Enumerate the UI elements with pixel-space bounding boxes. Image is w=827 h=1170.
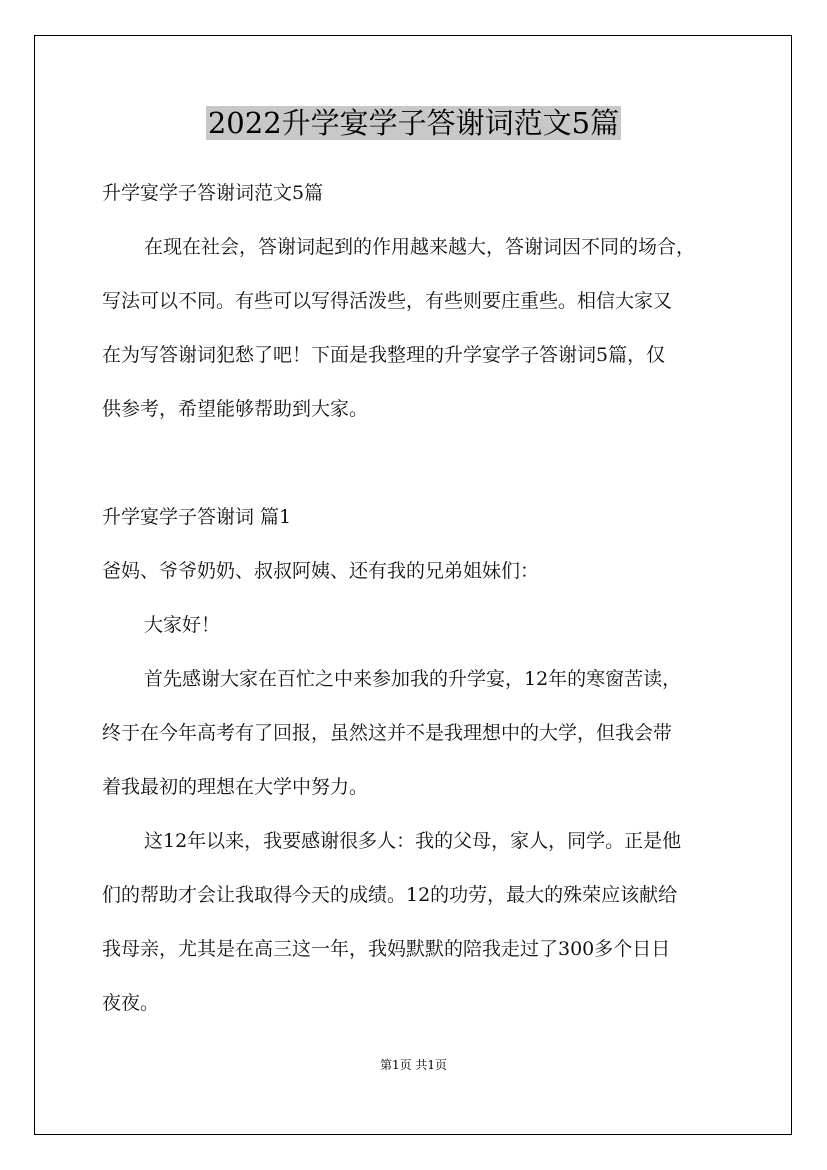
section-heading: 升学宴学子答谢词 篇1 bbox=[102, 506, 292, 528]
page-footer: 第1页 共1页 bbox=[379, 1058, 448, 1072]
intro-paragraph: 在现在社会，答谢词起到的作用越来越大，答谢词因不同的场合， 写法可以不同。有些可以写得活泼些，有些则要庄重些。相信大家又 在为写答谢词犯愁了吧！下面是我整理的升学宴学子答谢词5篇，仅 供参考，希望能够帮助到大家。 bbox=[102, 236, 696, 420]
paragraph-1: 首先感谢大家在百忙之中来参加我的升学宴，12年的寒窗苦读， 终于在今年高考有了回报，虽然这并不是我理想中的大学，但我会带 着我最初的理想在大学中努力。 bbox=[102, 668, 682, 798]
paragraph-2: 这12年以来，我要感谢很多人：我的父母，家人，同学。正是他 们的帮助才会让我取得今天的成绩。12的功劳，最大的殊荣应该献给 我母亲，尤其是在高三这一年，我妈默默的陪我走过了300多个日日 夜夜。 bbox=[102, 830, 682, 1014]
subtitle: 升学宴学子答谢词范文5篇 bbox=[102, 182, 324, 204]
document-title: 2022升学宴学子答谢词范文5篇 bbox=[207, 106, 620, 140]
greeting-line: 爸妈、爷爷奶奶、叔叔阿姨、还有我的兄弟姐妹们： bbox=[102, 560, 540, 582]
hello-line: 大家好！ bbox=[144, 614, 221, 636]
